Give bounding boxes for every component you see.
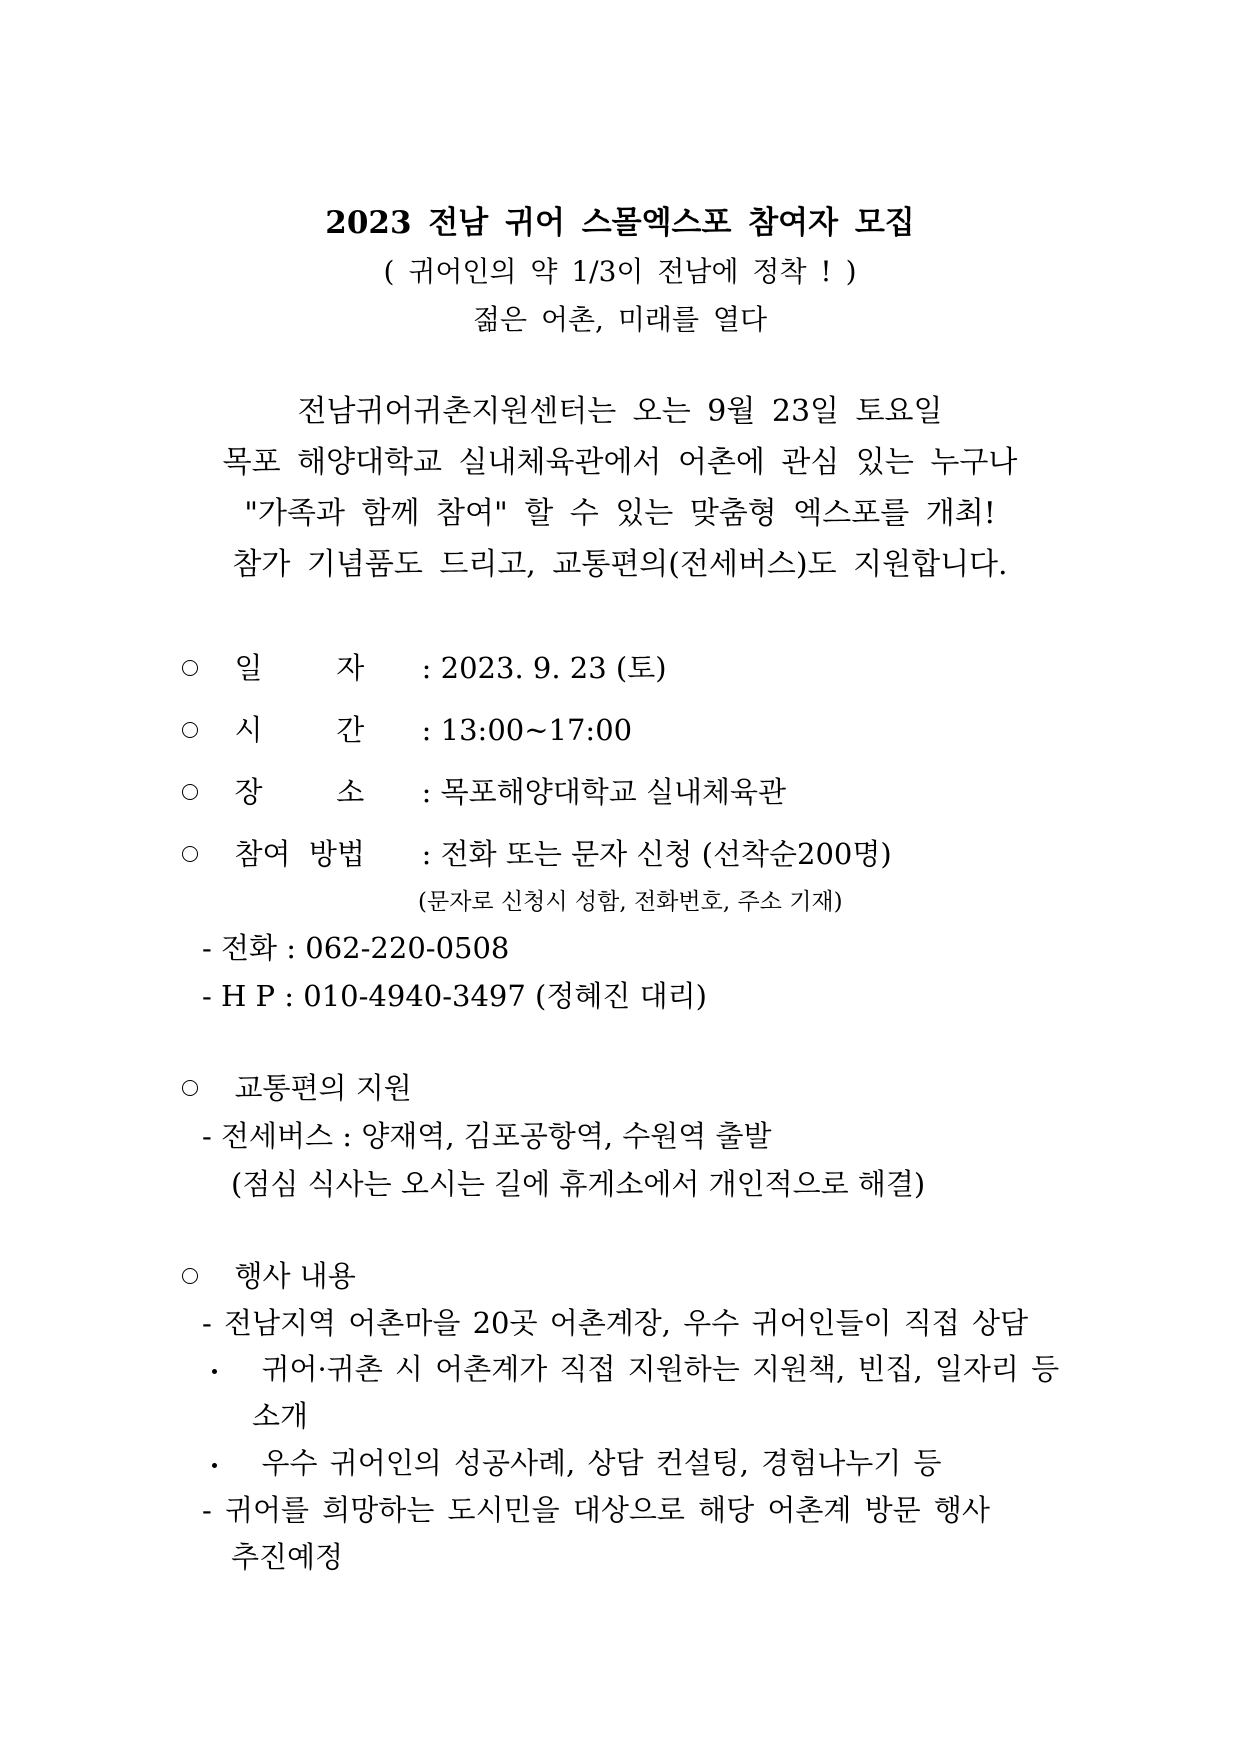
program-item-1: - 전남지역 어촌마을 20곳 어촌계장, 우수 귀어인들이 직접 상담 [202, 1306, 1029, 1340]
circle-bullet-icon [182, 846, 198, 862]
phone-line: - 전화 : 062-220-0508 [202, 931, 510, 965]
detail-date: 일 자 : 2023. 9. 23 (토) [182, 654, 667, 683]
transport-heading [182, 1071, 412, 1105]
program-subitem-1-text: 귀어·귀촌 시 어촌계가 직접 지원하는 지원책, 빈집, 일자리 등 [261, 1352, 1060, 1386]
program-heading [182, 1259, 356, 1293]
transport-note: (점심 식사는 오시는 길에 휴게소에서 개인적으로 해결) [231, 1167, 926, 1201]
place-value: 목포해양대학교 실내체육관 [440, 775, 787, 809]
program-item-2: - 귀어를 희망하는 도시민을 대상으로 해당 어촌계 방문 행사 [202, 1493, 990, 1527]
circle-bullet-icon [182, 1080, 198, 1096]
date-label: 일 자 [234, 651, 365, 685]
middle-dot-bullet-icon [212, 1463, 217, 1468]
date-value: 2023. 9. 23 (토) [440, 651, 667, 685]
detail-place: 장 소 : 목포해양대학교 실내체육관 [182, 778, 786, 807]
intro-line-4: 참가 기념품도 드리고, 교통편의(전세버스)도 지원합니다. [232, 547, 1008, 582]
page-tagline: 젊은 어촌, 미래를 열다 [472, 303, 768, 336]
program-subitem-1 [212, 1352, 1060, 1386]
circle-bullet-icon [182, 784, 198, 800]
program-item-2-cont: 추진예정 [231, 1540, 344, 1574]
time-value: 13:00~17:00 [440, 713, 633, 747]
hp-line: - H P : 010-4940-3497 (정혜진 대리) [202, 979, 707, 1013]
detail-method: 참여 방법 : 전화 또는 문자 신청 (선착순200명) [182, 840, 892, 869]
phone-label: - 전화 [202, 931, 278, 965]
program-subitem-2-text: 우수 귀어인의 성공사례, 상담 컨설팅, 경험나누기 등 [261, 1446, 942, 1480]
page-title: 2023 전남 귀어 스몰엑스포 참여자 모집 [325, 205, 915, 241]
intro-line-1: 전남귀어귀촌지원센터는 오는 9월 23일 토요일 [297, 394, 943, 429]
place-label: 장 소 [234, 775, 365, 809]
page-subtitle: ( 귀어인의 약 1/3이 전남에 정착 ! ) [383, 255, 857, 288]
transport-bus: - 전세버스 : 양재역, 김포공항역, 수원역 출발 [202, 1119, 772, 1153]
circle-bullet-icon [182, 660, 198, 676]
circle-bullet-icon [182, 1268, 198, 1284]
method-value: 전화 또는 문자 신청 (선착순200명) [440, 837, 892, 871]
method-note: (문자로 신청시 성함, 전화번호, 주소 기재) [418, 889, 843, 915]
program-subitem-1-cont: 소개 [252, 1399, 309, 1433]
middle-dot-bullet-icon [212, 1369, 217, 1374]
program-subitem-2 [212, 1446, 942, 1480]
phone-number: 062-220-0508 [305, 931, 510, 965]
circle-bullet-icon [182, 722, 198, 738]
hp-label: - H P [202, 979, 276, 1013]
intro-line-3: "가족과 함께 참여" 할 수 있는 맞춤형 엑스포를 개최! [244, 496, 996, 531]
transport-heading-text: 교통편의 지원 [234, 1071, 412, 1105]
hp-number: 010-4940-3497 (정혜진 대리) [303, 979, 707, 1013]
time-label: 시 간 [234, 713, 365, 747]
method-label: 참여 방법 [234, 837, 365, 871]
program-heading-text: 행사 내용 [234, 1259, 356, 1293]
intro-line-2: 목포 해양대학교 실내체육관에서 어촌에 관심 있는 누구나 [222, 445, 1018, 480]
detail-time: 시 간 : 13:00~17:00 [182, 716, 632, 745]
